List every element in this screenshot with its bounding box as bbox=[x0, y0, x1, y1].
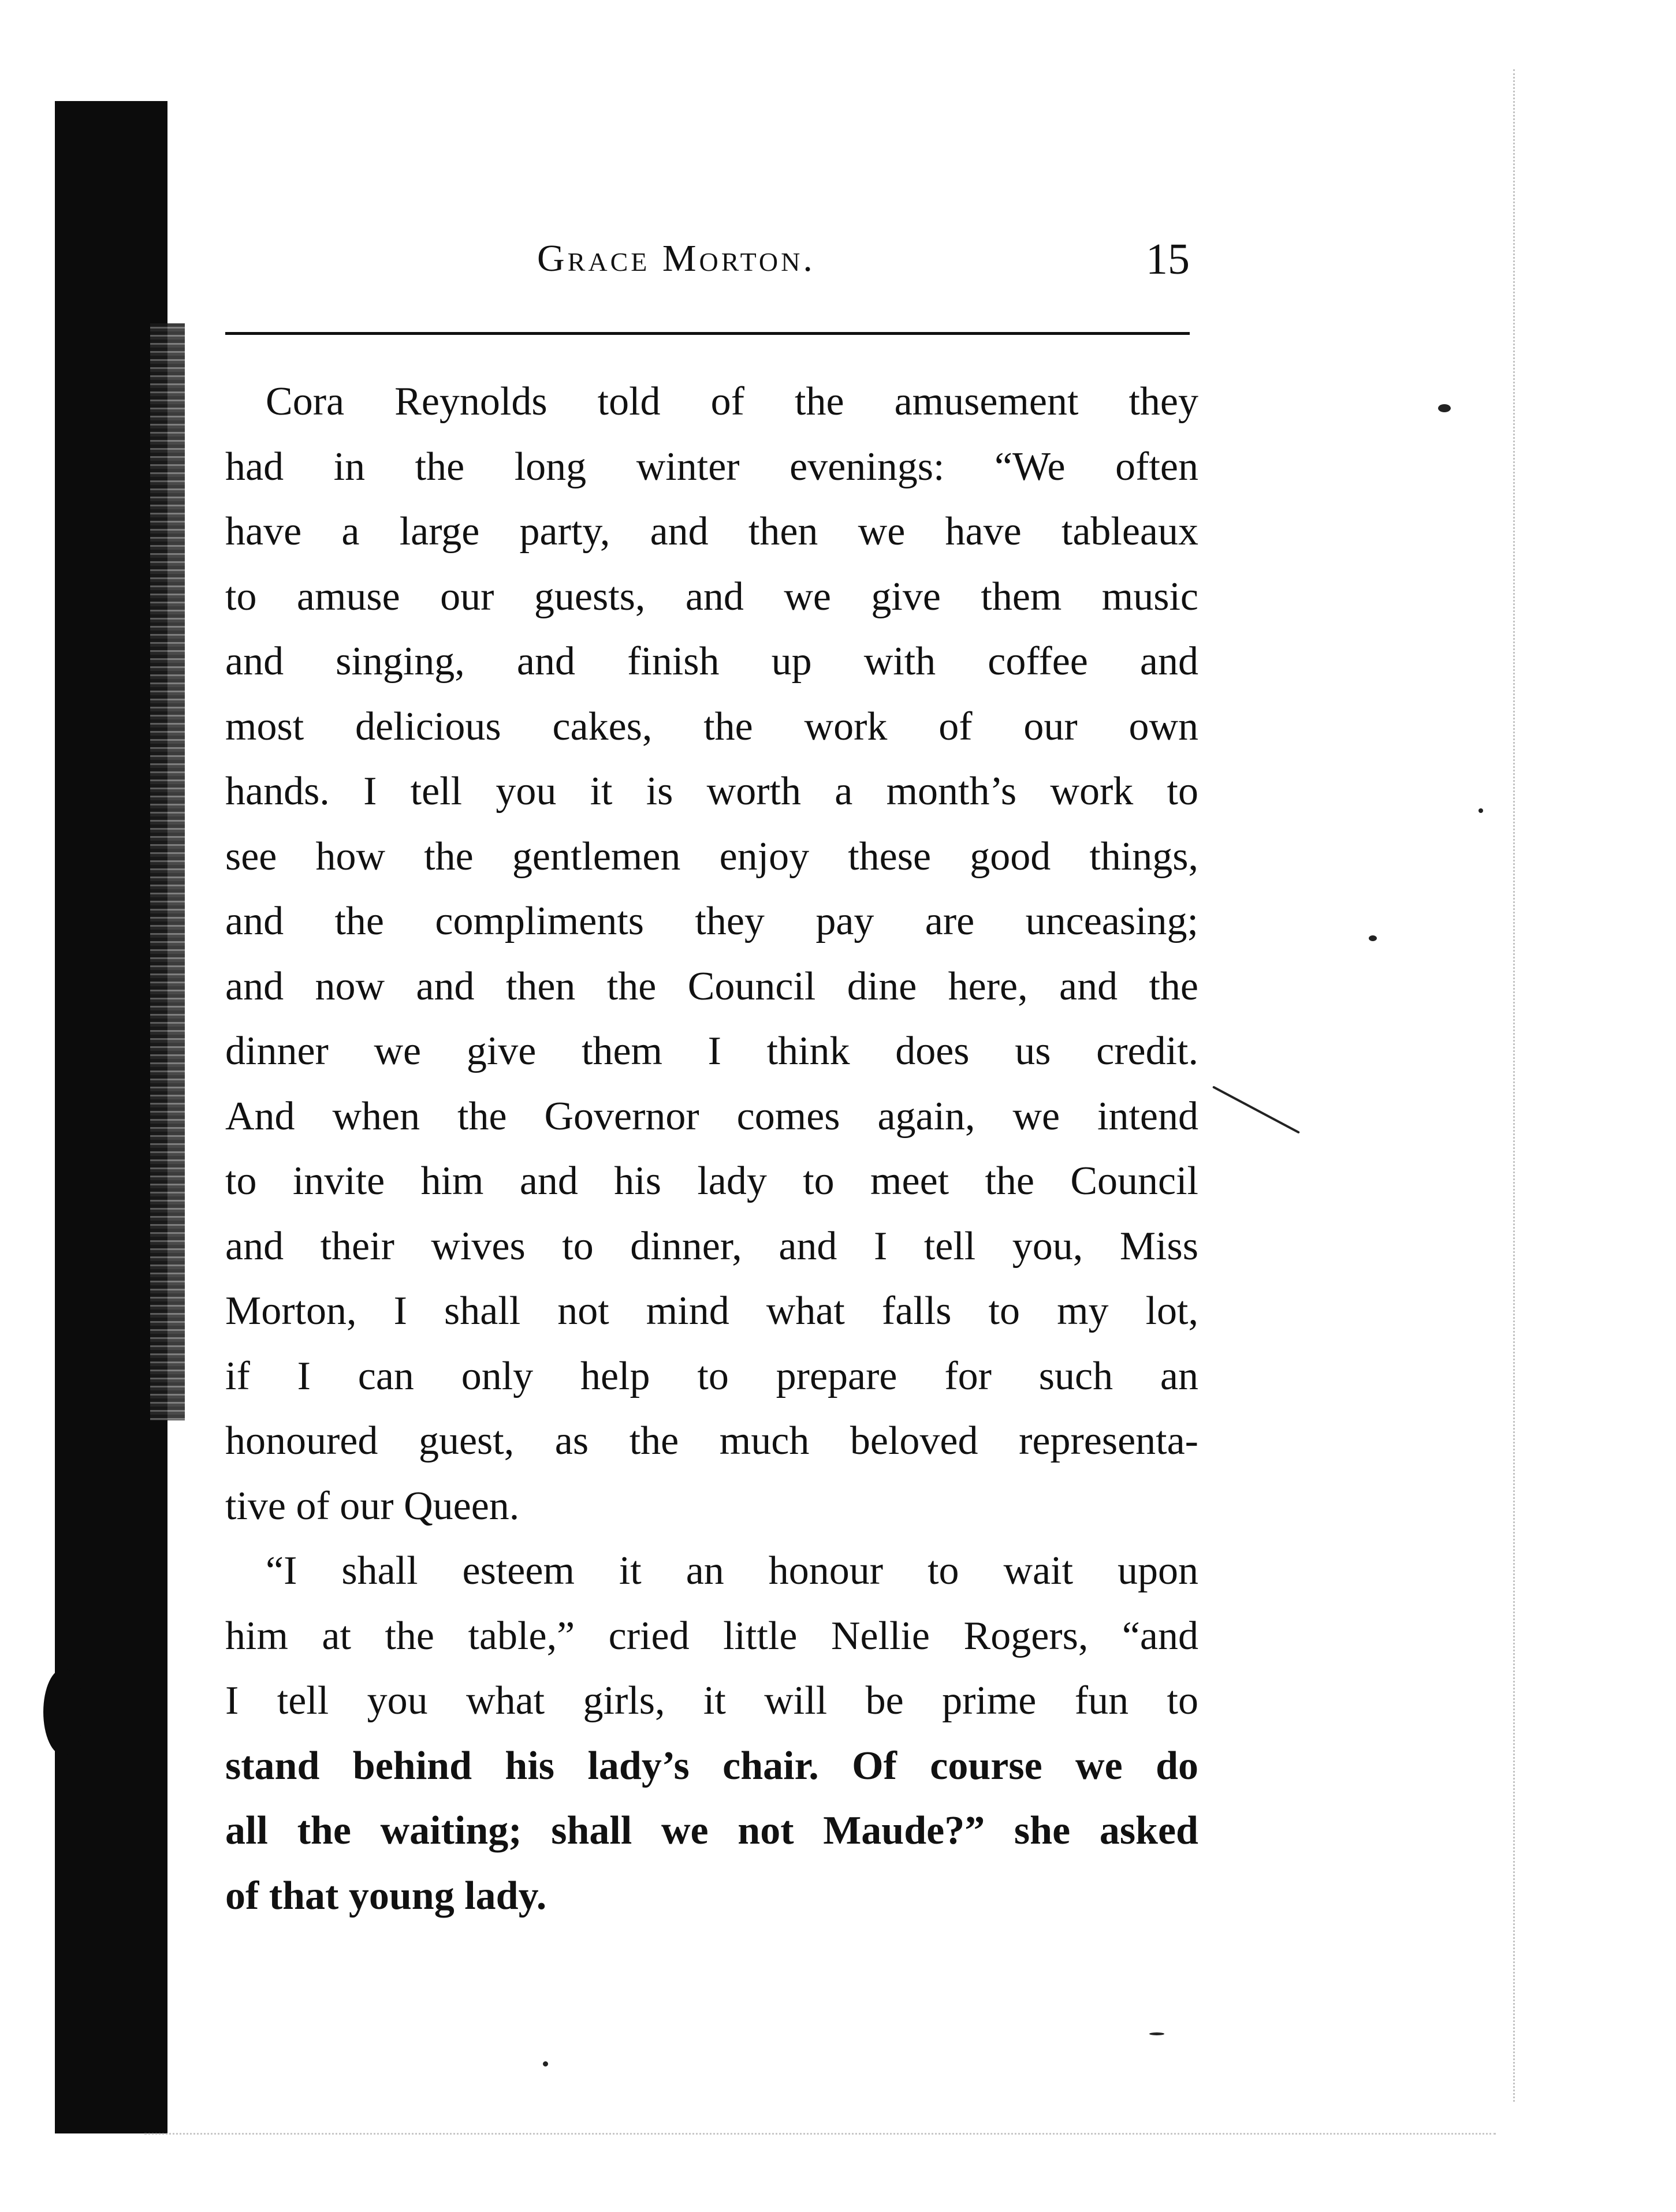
text-line: tive of our Queen. bbox=[225, 1483, 520, 1528]
text-line: Morton, I shall not mind what falls to my lot, bbox=[225, 1289, 1198, 1333]
text-line: had in the long winter evenings: “We often bbox=[225, 444, 1198, 489]
body-text bbox=[225, 370, 1198, 1928]
pencil-mark bbox=[1212, 1086, 1300, 1133]
text-line: “I shall esteem it an honour to wait upon bbox=[266, 1549, 1198, 1593]
text-line: see how the gentlemen enjoy these good things, bbox=[225, 834, 1198, 879]
speck bbox=[543, 2061, 548, 2066]
text-line: of that young lady. bbox=[225, 1873, 547, 1918]
running-title: Grace Morton. bbox=[537, 237, 815, 279]
text-line: to invite him and his lady to meet the Council bbox=[225, 1159, 1198, 1203]
paragraph bbox=[225, 370, 1198, 1539]
text-line: I tell you what girls, it will be prime fun to bbox=[225, 1678, 1198, 1723]
speck bbox=[1438, 404, 1451, 412]
page-edge-bottom bbox=[144, 2131, 1496, 2135]
running-head bbox=[225, 237, 1190, 294]
page-number: 15 bbox=[1146, 235, 1190, 284]
speck bbox=[1478, 808, 1483, 813]
text-line: dinner we give them I think does us credit. bbox=[225, 1029, 1198, 1073]
text-line: stand behind his lady’s chair. Of course we do bbox=[225, 1743, 1198, 1788]
speck bbox=[1149, 2032, 1164, 2035]
text-line: And when the Governor comes again, we intend bbox=[225, 1094, 1198, 1139]
text-line: and now and then the Council dine here, and the bbox=[225, 964, 1198, 1009]
text-line: and their wives to dinner, and I tell you, Miss bbox=[225, 1223, 1198, 1269]
text-line: hands. I tell you it is worth a month’s work to bbox=[225, 769, 1198, 814]
text-line: all the waiting; shall we not Maude?” she asked bbox=[225, 1808, 1198, 1853]
text-line: to amuse our guests, and we give them music bbox=[225, 574, 1198, 619]
text-line: if I can only help to prepare for such an bbox=[225, 1353, 1198, 1398]
text-line: and the compliments they pay are unceasing; bbox=[225, 899, 1198, 943]
text-line: Cora Reynolds told of the amusement they bbox=[266, 379, 1198, 424]
text-line: most delicious cakes, the work of our own bbox=[225, 704, 1198, 749]
speck bbox=[1369, 935, 1377, 941]
text-line: him at the table,” cried little Nellie Rogers, “and bbox=[225, 1613, 1198, 1658]
binding-fray bbox=[150, 323, 185, 1420]
text-line: honoured guest, as the much beloved representa- bbox=[225, 1419, 1198, 1463]
paragraph bbox=[225, 1539, 1198, 1928]
header-rule bbox=[225, 332, 1190, 335]
text-line: have a large party, and then we have tableaux bbox=[225, 509, 1198, 554]
page-edge-right bbox=[1510, 69, 1515, 2102]
text-line: and singing, and finish up with coffee and bbox=[225, 639, 1198, 684]
binding-notch bbox=[43, 1669, 84, 1755]
